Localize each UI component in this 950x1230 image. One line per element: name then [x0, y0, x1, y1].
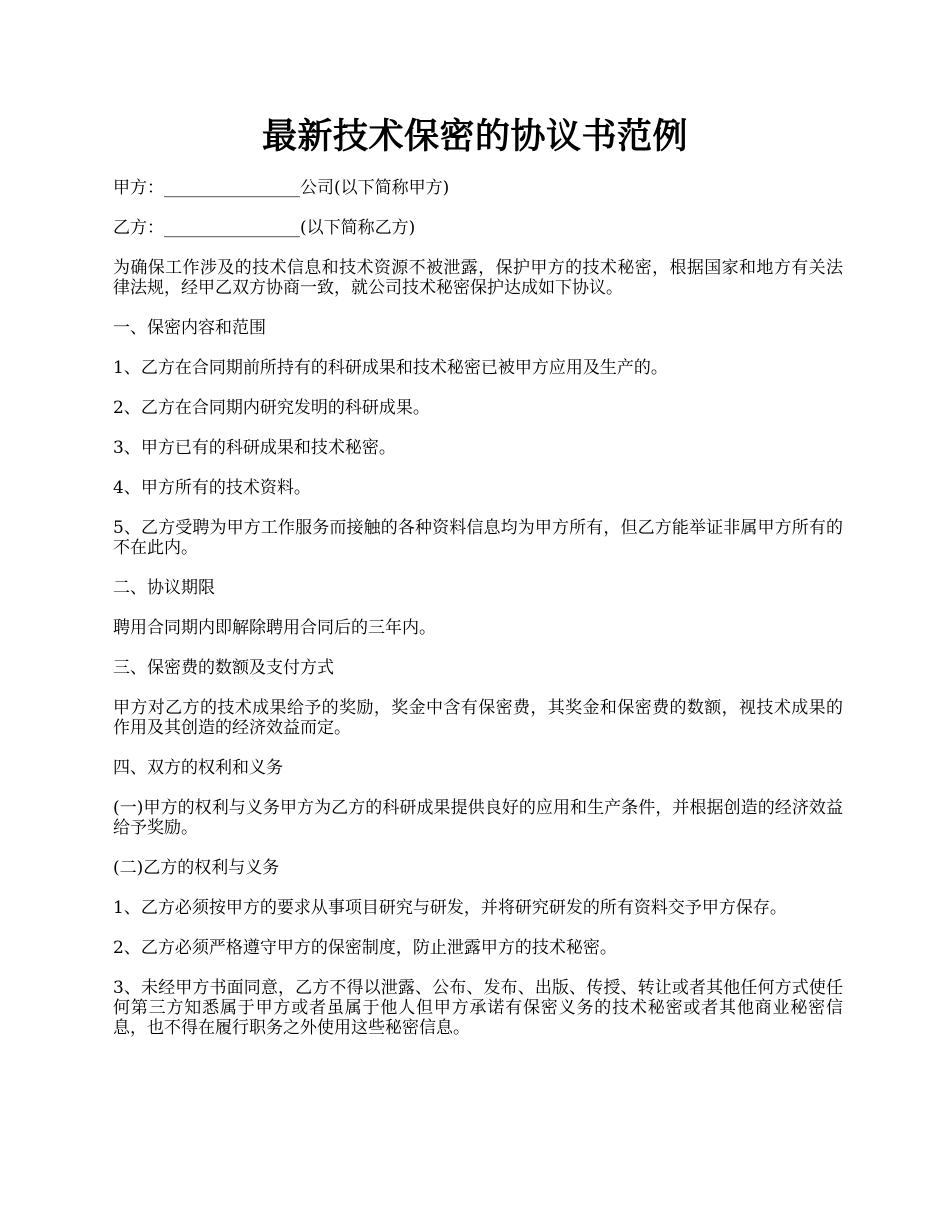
- section-heading-1: 一、保密内容和范围: [113, 318, 266, 338]
- clause-paragraph: 4、甲方所有的技术资料。: [113, 478, 311, 498]
- subsection-heading: (二)乙方的权利与义务: [113, 858, 280, 878]
- party-b-line: 乙方：________________(以下简称乙方): [113, 218, 416, 238]
- clause-paragraph: 3、未经甲方书面同意，乙方不得以泄露、公布、发布、出版、传授、转让或者其他任何方式使任何第三方知悉属于甲方或者虽属于他人但甲方承诺有保密义务的技术秘密或者其他商业秘密信息，也不得在履行职务之外使用这些秘密信息。: [113, 978, 843, 1038]
- clause-paragraph: 甲方对乙方的技术成果给予的奖励，奖金中含有保密费，其奖金和保密费的数额，视技术成果的作用及其创造的经济效益而定。: [113, 698, 843, 738]
- clause-paragraph: 3、甲方已有的科研成果和技术秘密。: [113, 438, 396, 458]
- clause-paragraph: 1、乙方必须按甲方的要求从事项目研究与研发，并将研究研发的所有资料交予甲方保存。: [113, 898, 787, 918]
- clause-paragraph: 聘用合同期内即解除聘用合同后的三年内。: [113, 618, 436, 638]
- document-body: [113, 178, 843, 1058]
- section-heading-4: 四、双方的权利和义务: [113, 758, 283, 778]
- clause-paragraph: 2、乙方在合同期内研究发明的科研成果。: [113, 398, 430, 418]
- clause-paragraph: 5、乙方受聘为甲方工作服务而接触的各种资料信息均为甲方所有，但乙方能举证非属甲方所有的不在此内。: [113, 518, 843, 558]
- preamble-paragraph: 为确保工作涉及的技术信息和技术资源不被泄露，保护甲方的技术秘密，根据国家和地方有关法律法规，经甲乙双方协商一致，就公司技术秘密保护达成如下协议。: [113, 258, 843, 298]
- clause-paragraph: 2、乙方必须严格遵守甲方的保密制度，防止泄露甲方的技术秘密。: [113, 938, 617, 958]
- document-title: 最新技术保密的协议书范例: [261, 116, 688, 157]
- party-a-line: 甲方：________________公司(以下简称甲方): [113, 178, 450, 198]
- clause-paragraph: 1、乙方在合同期前所持有的科研成果和技术秘密已被甲方应用及生产的。: [113, 358, 668, 378]
- section-heading-2: 二、协议期限: [113, 578, 215, 598]
- clause-paragraph: (一)甲方的权利与义务甲方为乙方的科研成果提供良好的应用和生产条件，并根据创造的经济效益给予奖励。: [113, 798, 843, 838]
- section-heading-3: 三、保密费的数额及支付方式: [113, 658, 334, 678]
